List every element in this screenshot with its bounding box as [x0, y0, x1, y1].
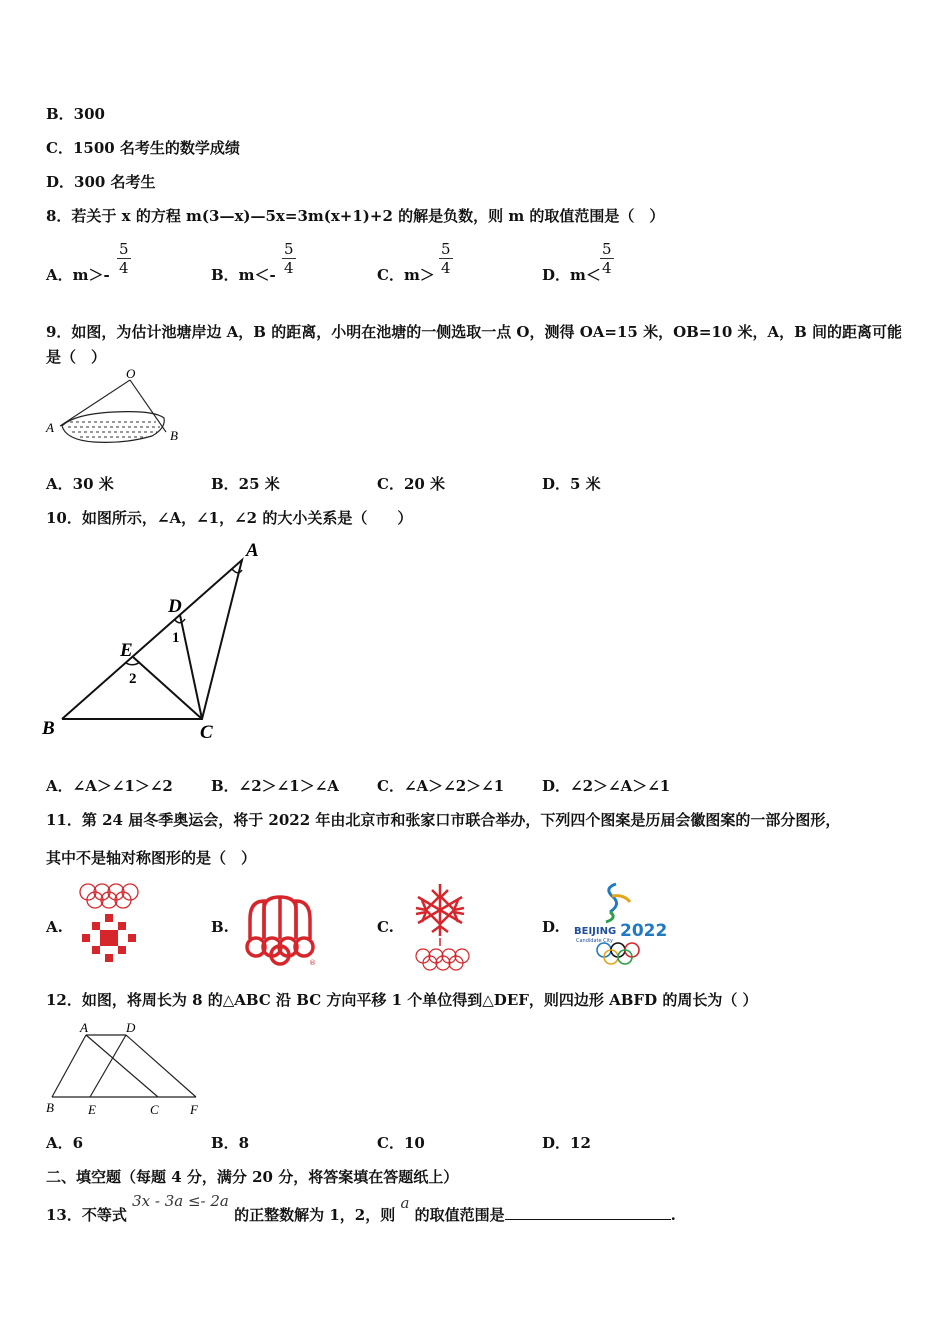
- q8-fraction-d: $\frac{5}{4}$: [602, 240, 612, 277]
- q12-stem: 12．如图，将周长为 8 的△ABC 沿 BC 方向平移 1 个单位得到△DEF，则四边形 ABFD 的周长为（ ）: [46, 991, 758, 1009]
- q13-answer-blank[interactable]: [505, 1205, 671, 1220]
- q8-option-b: B．m＜-: [211, 266, 276, 284]
- q12-label-e: E: [88, 1102, 96, 1117]
- q10-label-c: C: [200, 722, 213, 743]
- q12-translation-figure: [44, 1020, 214, 1120]
- q8-fraction-c: $\frac{5}{4}$: [441, 240, 451, 277]
- q7-option-b: B．300: [46, 105, 105, 123]
- q9-option-c: C．20 米: [377, 475, 446, 493]
- q12-option-b: B．8: [211, 1134, 250, 1152]
- q13-prefix: 13．不等式: [46, 1206, 127, 1224]
- q12-label-a: A: [80, 1020, 88, 1035]
- q9-label-a: A: [46, 420, 54, 435]
- q9-option-d: D．5 米: [542, 475, 601, 493]
- q10-label-2: 2: [129, 671, 137, 687]
- q9-label-b: B: [170, 428, 178, 443]
- q12-label-c: C: [150, 1102, 159, 1117]
- q11-logo-d-text-beijing: BEIJING: [574, 926, 617, 937]
- q10-label-e: E: [120, 640, 133, 661]
- q8-option-a: A．m＞-: [46, 266, 110, 284]
- q11-logo-d-text-candidate: Candidate City: [576, 938, 613, 944]
- q11-logo-d-text-year: 2022: [620, 921, 668, 941]
- q11-logo-c-calgary-snowflake-icon: [410, 880, 470, 970]
- q13-var: a: [400, 1194, 410, 1212]
- q11-logo-d-beijing-2022-icon: [572, 880, 668, 970]
- q11-stem-line2: 其中不是轴对称图形的是（ ）: [46, 849, 257, 867]
- q11-option-a: A.: [46, 918, 63, 936]
- q12-option-d: D．12: [542, 1134, 591, 1152]
- q13-middle: 的正整数解为 1，2，则: [234, 1206, 396, 1224]
- q9-label-o: O: [126, 366, 136, 381]
- q7-option-c: C．1500 名考生的数学成绩: [46, 139, 240, 157]
- q11-logo-b-montreal-rings-icon: [242, 895, 318, 967]
- q10-label-d: D: [168, 596, 182, 617]
- q7-option-d: D．300 名考生: [46, 173, 156, 191]
- q11-option-d: D.: [542, 918, 560, 936]
- q10-label-a: A: [246, 540, 259, 561]
- q11-option-c: C.: [377, 918, 394, 936]
- q10-option-c: C．∠A＞∠2＞∠1: [377, 777, 505, 795]
- q8-option-c: C．m＞: [377, 266, 435, 284]
- q8-stem: 8．若关于 x 的方程 m(3—x)—5x=3m(x+1)+2 的解是负数，则 m 的取值范围是（ ）: [46, 207, 665, 225]
- q11-option-b: B.: [211, 918, 229, 936]
- q9-option-a: A．30 米: [46, 475, 114, 493]
- q12-option-c: C．10: [377, 1134, 425, 1152]
- q9-option-b: B．25 米: [211, 475, 280, 493]
- q13-suffix: 的取值范围是: [414, 1206, 505, 1224]
- q9-stem: 9．如图，为估计池塘岸边 A，B 的距离，小明在池塘的一侧选取一点 O，测得 OA=15 米，OB=10 米，A，B 间的距离可能是（ ）: [46, 323, 903, 366]
- q10-option-d: D．∠2＞∠A＞∠1: [542, 777, 671, 795]
- q10-label-1: 1: [172, 630, 180, 646]
- q12-label-b: B: [46, 1100, 54, 1115]
- q8-option-d: D．m＜: [542, 266, 601, 284]
- q10-option-a: A．∠A＞∠1＞∠2: [46, 777, 173, 795]
- q11-logo-b-mark: ®: [309, 959, 316, 967]
- q10-option-b: B．∠2＞∠1＞∠A: [211, 777, 339, 795]
- q12-option-a: A．6: [46, 1134, 84, 1152]
- q12-label-d: D: [126, 1020, 136, 1035]
- q8-fraction-b: $\frac{5}{4}$: [284, 240, 294, 277]
- q13-line: [46, 1192, 676, 1225]
- q10-triangle-figure: [40, 536, 280, 746]
- q13-inequality: 3x - 3a ≤- 2a: [132, 1192, 229, 1210]
- q10-label-b: B: [42, 718, 55, 739]
- q9-pond-figure: [44, 366, 194, 446]
- q11-logo-a-snowflake-rings-icon: [78, 880, 140, 968]
- section2-heading: 二、填空题（每题 4 分，满分 20 分，将答案填在答题纸上）: [46, 1168, 459, 1186]
- q10-stem: 10．如图所示，∠A，∠1，∠2 的大小关系是（ ）: [46, 509, 413, 527]
- q8-fraction-a: $\frac{5}{4}$: [119, 240, 129, 277]
- q13-end: .: [670, 1206, 676, 1224]
- q11-stem-line1: 11．第 24 届冬季奥运会，将于 2022 年由北京市和张家口市联合举办，下列四个图案是历届会徽图案的一部分图形，: [46, 811, 841, 829]
- q12-label-f: F: [190, 1102, 198, 1117]
